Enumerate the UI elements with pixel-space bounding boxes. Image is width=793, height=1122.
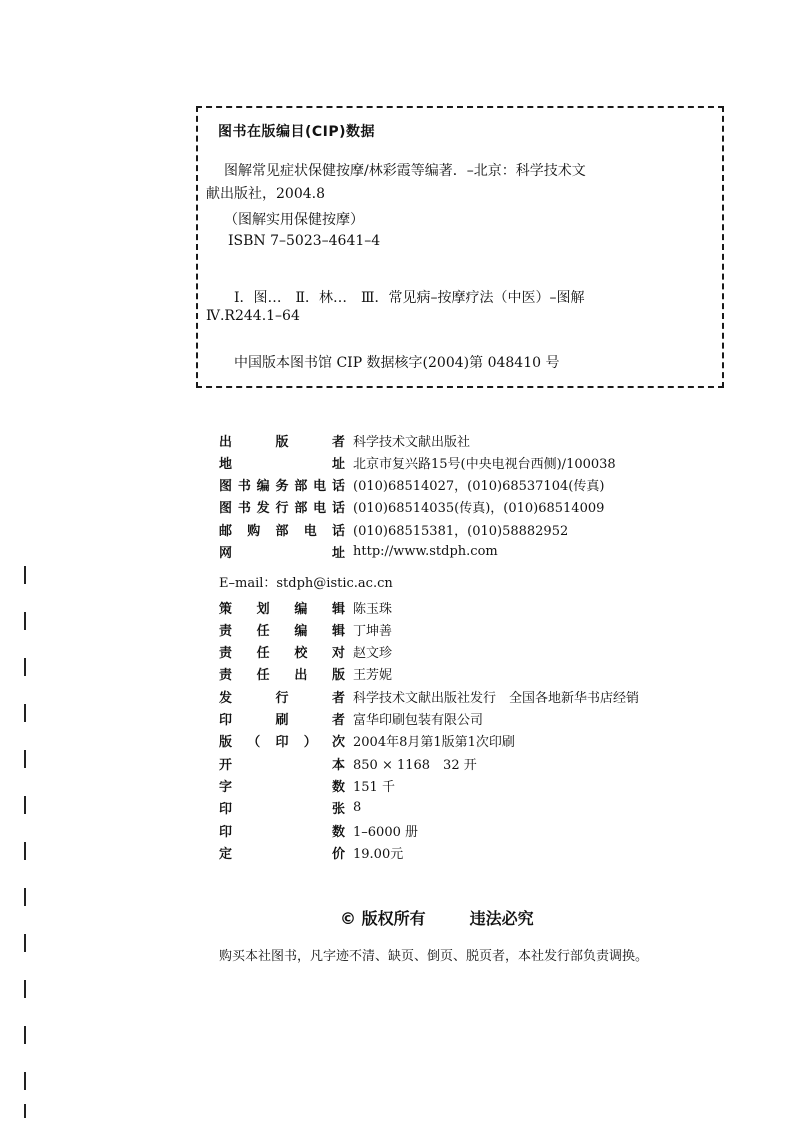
detail-row	[219, 664, 392, 684]
detail-row	[219, 542, 498, 562]
cip-line-3: （图解实用保健按摩）	[224, 212, 364, 228]
detail-label-char: 电	[303, 523, 317, 539]
detail-row	[219, 497, 604, 517]
detail-value: (010)68515381，(010)58882952	[353, 523, 569, 539]
detail-label-char: （	[247, 735, 261, 751]
detail-label-char: 版	[219, 735, 233, 751]
cip-line-6: Ⅳ.R244.1–64	[206, 308, 300, 324]
cip-line-5: Ⅰ．图… Ⅱ．林… Ⅲ．常见病–按摩疗法（中医）–图解	[234, 290, 585, 306]
detail-label-char: 购	[247, 523, 261, 539]
margin-mark	[24, 796, 26, 814]
detail-label	[219, 776, 345, 795]
detail-label-char: 者	[331, 713, 345, 728]
detail-value: 1–6000 册	[353, 824, 418, 840]
detail-label-char: 编	[294, 601, 308, 617]
detail-label-char: 责	[219, 623, 233, 639]
margin-mark	[24, 658, 26, 676]
detail-label	[219, 843, 345, 862]
detail-label-char: 部	[275, 523, 289, 539]
detail-label-char: 话	[331, 501, 345, 517]
detail-value: 850 × 1168 32 开	[353, 757, 477, 773]
detail-label-char: ）	[303, 735, 317, 751]
cip-record-box	[196, 106, 724, 388]
detail-value: 北京市复兴路15号(中央电视台西侧)/100038	[353, 456, 616, 472]
copyright-right: 违法必究	[469, 909, 534, 928]
detail-label-char: 版	[331, 668, 345, 684]
detail-value: 151 千	[353, 779, 395, 795]
detail-label-char: 任	[256, 668, 270, 684]
detail-label-char: 址	[331, 456, 345, 472]
detail-label-char: 行	[275, 690, 289, 706]
detail-label-char: 对	[331, 646, 345, 662]
detail-label-char: 邮	[219, 523, 233, 539]
detail-label-char: 址	[331, 546, 345, 561]
detail-value: 王芳妮	[353, 668, 393, 684]
detail-label-char: 校	[294, 646, 308, 662]
margin-mark	[24, 704, 26, 722]
detail-label-char: 电	[313, 479, 327, 495]
detail-label	[219, 453, 345, 472]
detail-label-char: 责	[219, 668, 233, 684]
margin-mark	[24, 1026, 26, 1044]
detail-label-char: 辑	[331, 623, 345, 639]
detail-label	[219, 598, 345, 617]
detail-label-char: 印	[219, 713, 233, 728]
detail-label-char: 务	[275, 479, 289, 495]
detail-row	[219, 686, 639, 706]
detail-row	[219, 798, 361, 818]
detail-label-char: 策	[219, 601, 233, 617]
detail-label-char: 部	[294, 501, 308, 517]
detail-row	[219, 820, 418, 840]
detail-label-char: 刷	[275, 713, 289, 728]
detail-label	[219, 731, 345, 750]
detail-label-char: 张	[331, 802, 345, 818]
detail-row	[219, 775, 395, 795]
margin-mark	[24, 1104, 26, 1118]
detail-row	[219, 709, 483, 729]
detail-row	[219, 475, 604, 495]
detail-value: 8	[353, 800, 362, 816]
detail-label-char: 责	[219, 646, 233, 662]
margin-mark	[24, 750, 26, 768]
detail-label	[219, 687, 345, 706]
detail-value: 科学技术文献出版社	[353, 434, 471, 450]
detail-label-char: 次	[331, 735, 345, 751]
detail-label-char: 任	[256, 623, 270, 639]
detail-label-char: 部	[294, 479, 308, 495]
copyright-line	[340, 906, 534, 929]
detail-value: 富华印刷包装有限公司	[353, 713, 484, 728]
detail-label-char: 划	[256, 601, 270, 617]
detail-label	[219, 664, 345, 683]
detail-label-char: 印	[219, 802, 233, 818]
detail-label-char: 定	[219, 846, 233, 862]
detail-label-char: 数	[331, 779, 345, 795]
cip-line-7: 中国版本图书馆 CIP 数据核字(2004)第 048410 号	[234, 355, 560, 371]
detail-label-char: 者	[331, 690, 345, 706]
detail-label-char: 印	[219, 824, 233, 840]
detail-label	[219, 709, 345, 728]
detail-label-char: 价	[331, 846, 345, 862]
exchange-notice: 购买本社图书，凡字迹不清、缺页、倒页、脱页者，本社发行部负责调换。	[219, 949, 649, 964]
detail-row	[219, 597, 392, 617]
detail-value: (010)68514027，(010)68537104(传真)	[353, 479, 605, 495]
detail-value: 2004年8月第1版第1次印刷	[353, 735, 515, 751]
detail-row	[219, 642, 392, 662]
margin-mark	[24, 888, 26, 906]
detail-row	[219, 753, 477, 773]
detail-label-char: 发	[219, 690, 233, 706]
detail-row	[219, 430, 470, 450]
detail-label-char: 任	[256, 646, 270, 662]
detail-label	[219, 798, 345, 817]
detail-value: 丁坤善	[353, 623, 393, 639]
detail-label-char: 话	[331, 523, 345, 539]
detail-label	[219, 475, 345, 494]
detail-label-char: 书	[237, 501, 251, 517]
detail-label	[219, 642, 345, 661]
detail-label-char: 电	[313, 501, 327, 517]
detail-value: http://www.stdph.com	[353, 544, 498, 559]
detail-value: 19.00元	[353, 846, 404, 862]
detail-label	[219, 431, 345, 450]
detail-label-char: 者	[331, 434, 345, 450]
detail-label-char: 发	[256, 501, 270, 517]
cip-title: 图书在版编目(CIP)数据	[218, 124, 376, 140]
detail-label	[219, 497, 345, 516]
cip-line-4: ISBN 7–5023–4641–4	[228, 233, 381, 249]
detail-label-char: 行	[275, 501, 289, 517]
detail-label-char: 版	[275, 434, 289, 450]
detail-label	[219, 821, 345, 840]
detail-label-char: 出	[219, 434, 233, 450]
detail-label-char: 图	[219, 501, 233, 517]
detail-label-char: 编	[256, 479, 270, 495]
margin-mark	[24, 934, 26, 952]
margin-mark	[24, 612, 26, 630]
detail-value: (010)68514035(传真)，(010)68514009	[353, 501, 605, 517]
detail-label	[219, 620, 345, 639]
email-row: E–mail：stdph@istic.ac.cn	[219, 576, 393, 591]
detail-row	[219, 452, 616, 472]
detail-label-char: 编	[294, 623, 308, 639]
detail-label-char: 图	[219, 479, 233, 495]
detail-label-char: 字	[219, 779, 233, 795]
detail-row	[219, 519, 568, 539]
detail-row	[219, 619, 392, 639]
detail-label-char: 数	[331, 824, 345, 840]
detail-label-char: 本	[331, 757, 345, 773]
detail-label	[219, 542, 345, 561]
detail-label-char: 地	[219, 456, 233, 472]
detail-value: 陈玉珠	[353, 601, 393, 617]
detail-value: 赵文珍	[353, 646, 393, 662]
detail-label-char: 开	[219, 757, 233, 773]
detail-row	[219, 731, 515, 751]
detail-label-char: 网	[219, 546, 233, 561]
cip-line-2: 献出版社，2004.8	[206, 186, 325, 202]
detail-value: 科学技术文献出版社发行 全国各地新华书店经销	[353, 690, 640, 706]
detail-row	[219, 842, 403, 862]
detail-label	[219, 520, 345, 539]
margin-mark	[24, 1072, 26, 1090]
margin-mark	[24, 566, 26, 584]
detail-label-char: 书	[237, 479, 251, 495]
margin-mark	[24, 842, 26, 860]
detail-label-char: 话	[331, 479, 345, 495]
detail-label-char: 印	[275, 735, 289, 751]
margin-mark	[24, 980, 26, 998]
detail-label-char: 出	[294, 668, 308, 684]
detail-label-char: 辑	[331, 601, 345, 617]
copyright-left: © 版权所有	[340, 909, 426, 928]
cip-line-1: 图解常见症状保健按摩/林彩霞等编著．–北京：科学技术文	[224, 163, 586, 179]
detail-label	[219, 754, 345, 773]
